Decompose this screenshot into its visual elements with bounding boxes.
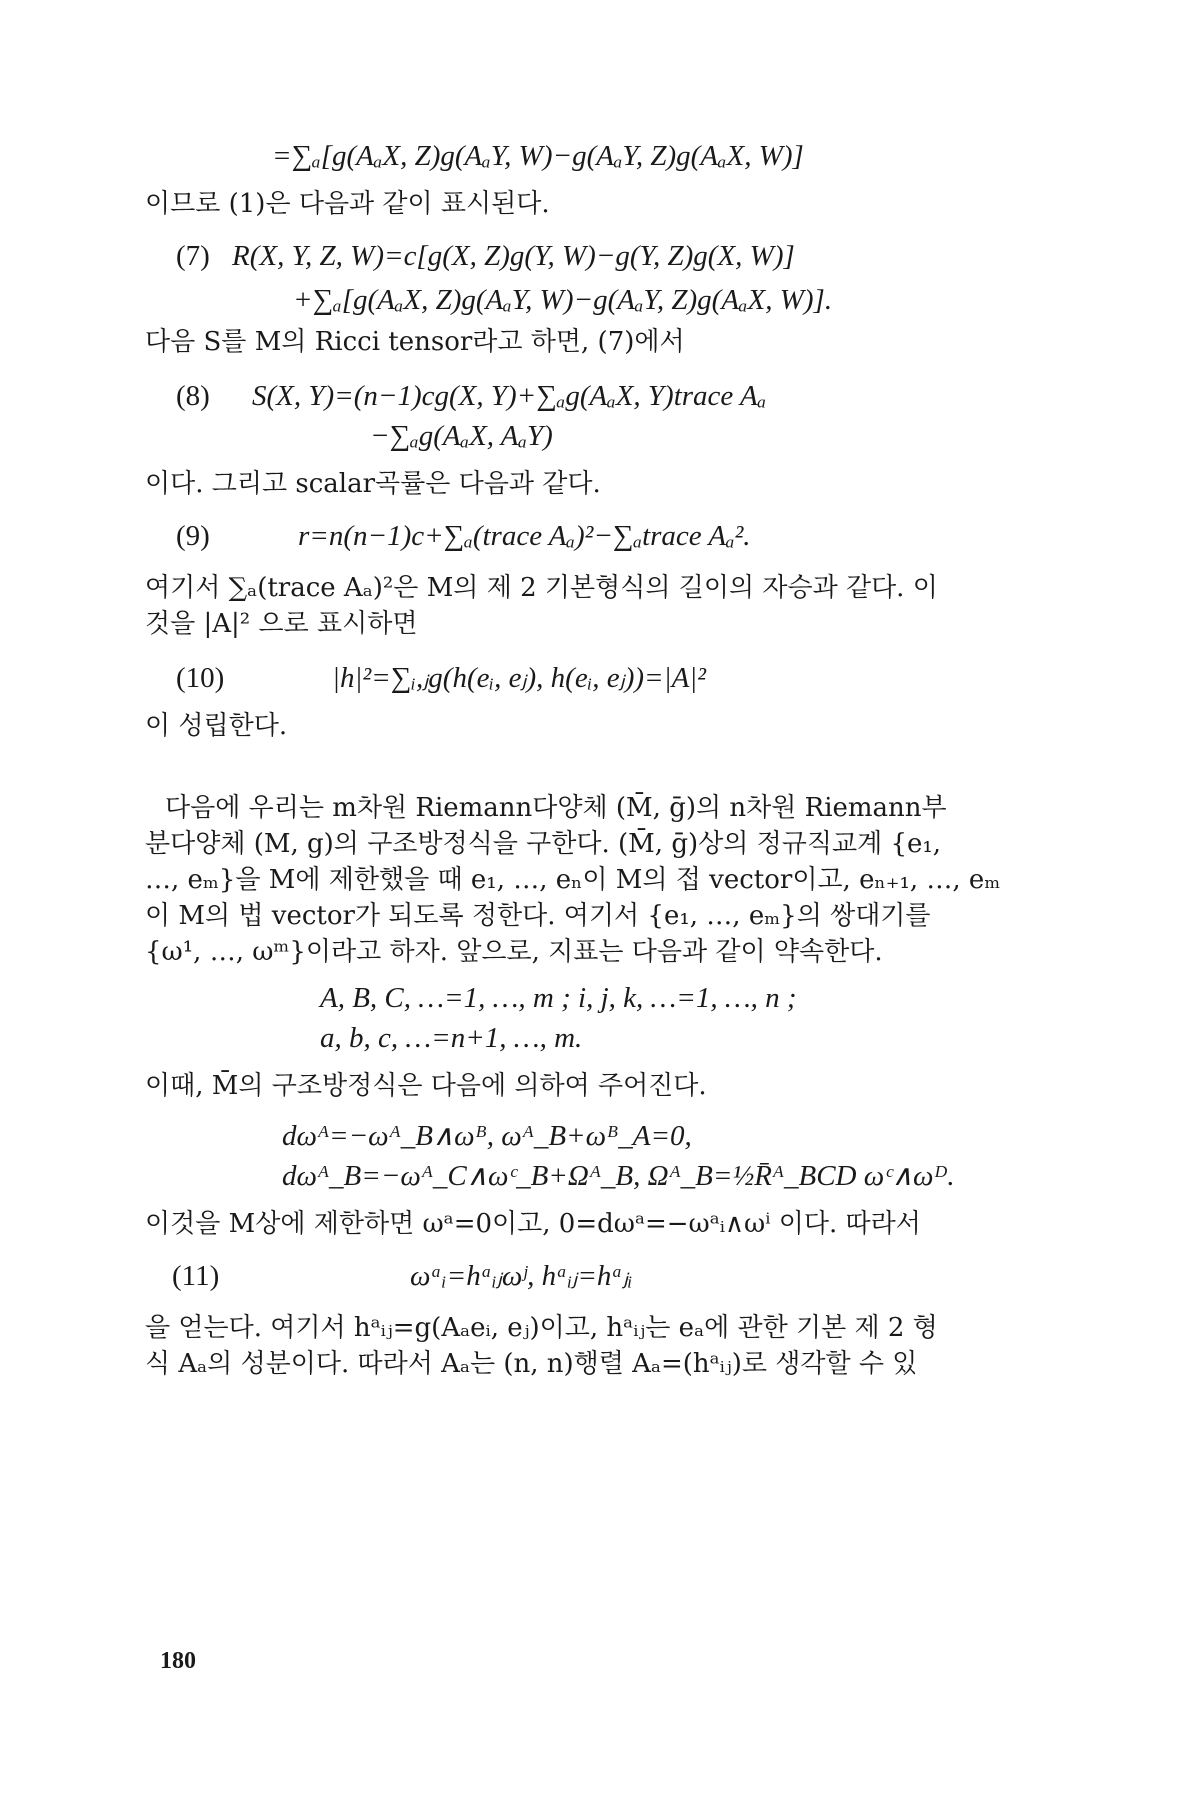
text-line: 을 얻는다. 여기서 hᵃᵢⱼ=g(Aₐeᵢ, eⱼ)이고, hᵃᵢⱼ는 eₐ에 관한 기본 제 2 형 [145, 1313, 938, 1343]
equation-line: −∑ₐg(AₐX, AₐY) [370, 420, 553, 452]
equation-line: r=n(n−1)c+∑ₐ(trace Aₐ)²−∑ₐtrace Aₐ². [298, 520, 751, 552]
text-line: 이므로 (1)은 다음과 같이 표시된다. [145, 189, 550, 219]
text-line: 분다양체 (M, g)의 구조방정식을 구한다. (M̄, ḡ)상의 정규직교계 {e₁, [145, 829, 942, 859]
text-line: 이것을 M상에 제한하면 ωᵃ=0이고, 0=dωᵃ=−ωᵃᵢ∧ωⁱ 이다. 따라서 [145, 1209, 921, 1239]
equation-line: A, B, C, …=1, …, m ; i, j, k, …=1, …, n ; [320, 982, 797, 1014]
text-line: 다음 S를 M의 Ricci tensor라고 하면, (7)에서 [145, 327, 685, 357]
text-line: 이 성립한다. [145, 711, 288, 741]
text-line: 이다. 그리고 scalar곡률은 다음과 같다. [145, 469, 601, 499]
equation-line: +∑ₐ[g(AₐX, Z)g(AₐY, W)−g(AₐY, Z)g(AₐX, W)]. [293, 284, 833, 316]
equation-number: (7) [176, 240, 210, 272]
page-number: 180 [160, 1648, 196, 1674]
text-line: 식 Aₐ의 성분이다. 따라서 Aₐ는 (n, n)행렬 Aₐ=(hᵃᵢⱼ)로 생각할 수 있 [145, 1349, 918, 1379]
text-line: …, eₘ}을 M에 제한했을 때 e₁, …, eₙ이 M의 접 vector이고, eₙ₊₁, …, eₘ [145, 865, 1001, 895]
equation-number: (10) [176, 662, 225, 694]
equation-line: dωᴬ_B=−ωᴬ_C∧ωᶜ_B+Ωᴬ_B, Ωᴬ_B=½R̄ᴬ_BCD ωᶜ∧ωᴰ. [282, 1160, 955, 1192]
equation-line: |h|²=∑ᵢ,ⱼg(h(eᵢ, eⱼ), h(eᵢ, eⱼ))=|A|² [332, 662, 706, 694]
text-line: 것을 |A|² 으로 표시하면 [145, 609, 418, 639]
equation-number: (11) [172, 1260, 220, 1292]
text-line: 다음에 우리는 m차원 Riemann다양체 (M̄, ḡ)의 n차원 Riemann부 [165, 793, 947, 823]
equation-line: =∑ₐ[g(AₐX, Z)g(AₐY, W)−g(AₐY, Z)g(AₐX, W)] [272, 140, 804, 172]
equation-line: S(X, Y)=(n−1)cg(X, Y)+∑ₐg(AₐX, Y)trace Aₐ [252, 380, 767, 412]
text-line: {ω¹, …, ωᵐ}이라고 하자. 앞으로, 지표는 다음과 같이 약속한다. [145, 937, 883, 967]
text-line: 이때, M̄의 구조방정식은 다음에 의하여 주어진다. [145, 1071, 707, 1101]
equation-line: a, b, c, …=n+1, …, m. [320, 1022, 583, 1054]
equation-number: (8) [176, 380, 210, 412]
equation-number: (9) [176, 520, 210, 552]
equation-line: dωᴬ=−ωᴬ_B∧ωᴮ, ωᴬ_B+ωᴮ_A=0, [282, 1120, 692, 1152]
equation-line: R(X, Y, Z, W)=c[g(X, Z)g(Y, W)−g(Y, Z)g(X, W)] [232, 240, 795, 272]
text-line: 여기서 ∑ₐ(trace Aₐ)²은 M의 제 2 기본형식의 길이의 자승과 같다. 이 [145, 573, 938, 603]
equation-line: ωᵃᵢ=hᵃᵢⱼωʲ, hᵃᵢⱼ=hᵃⱼᵢ [410, 1260, 633, 1292]
text-line: 이 M의 법 vector가 되도록 정한다. 여기서 {e₁, …, eₘ}의 쌍대기를 [145, 901, 931, 931]
